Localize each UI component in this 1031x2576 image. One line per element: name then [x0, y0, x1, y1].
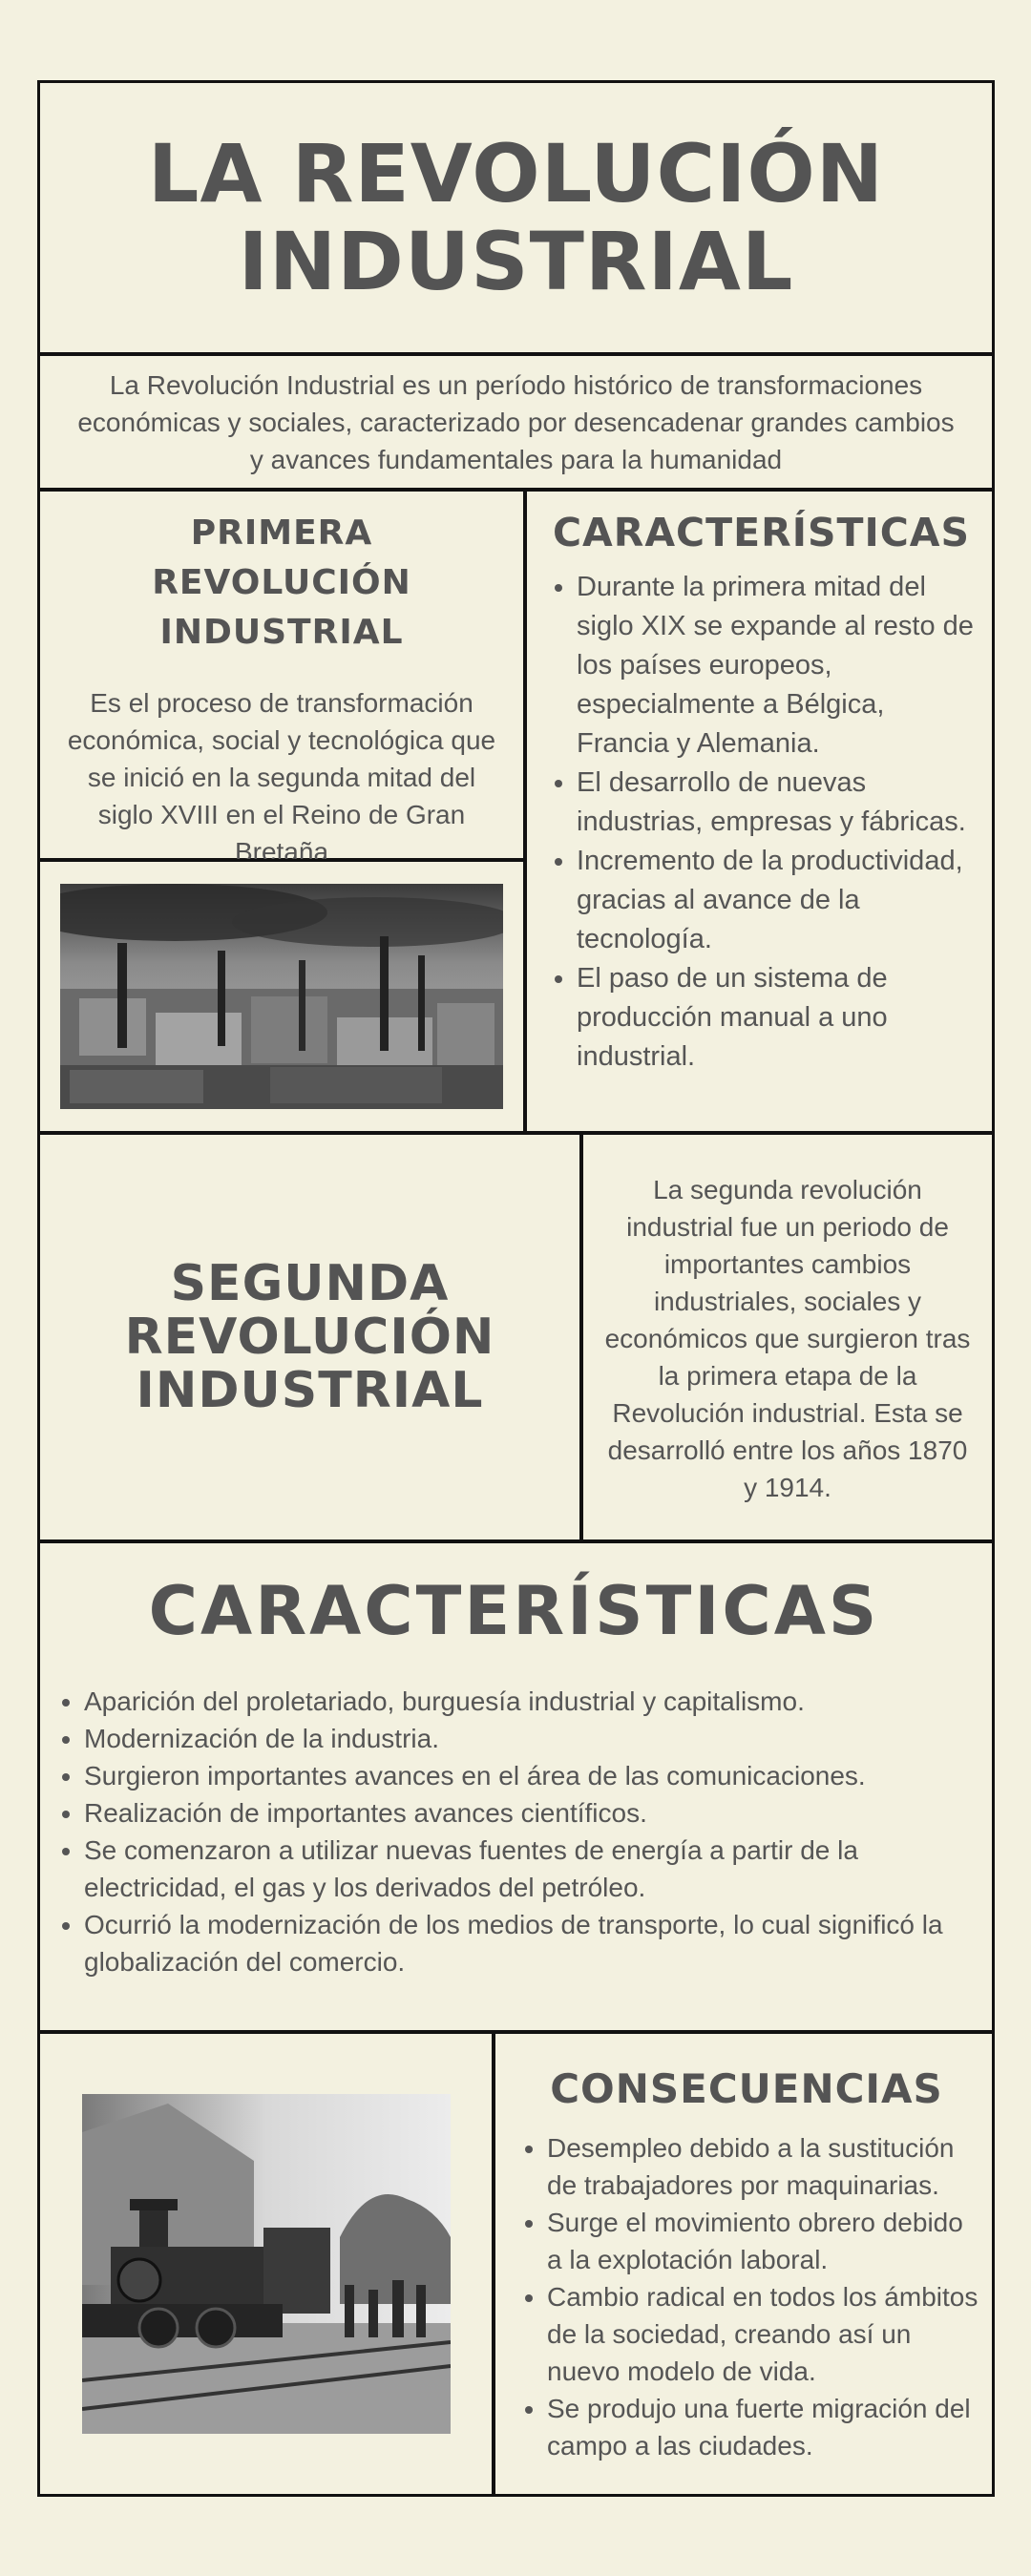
list-item: • Ocurrió la modernización de los medios de transporte, lo cual significó la globalización del comercio.	[84, 1906, 973, 1980]
intro-box	[37, 353, 995, 491]
train-image-box	[37, 2031, 494, 2497]
list-item: • Desempleo debido a la sustitución de trabajadores por maquinarias.	[547, 2129, 982, 2204]
list-item: • Surgieron importantes avances en el área de las comunicaciones.	[84, 1757, 973, 1794]
consecuencias-list	[511, 2129, 982, 2464]
list-item: • Realización de importantes avances científicos.	[84, 1794, 973, 1832]
list-item: • El paso de un sistema de producción manual a uno industrial.	[577, 959, 982, 1077]
title-box	[37, 80, 995, 355]
caracteristicas-1-list	[540, 568, 982, 1077]
caracteristicas-2-box	[37, 1540, 995, 2033]
list-item: • Modernización de la industria.	[84, 1720, 973, 1757]
list-item: • Incremento de la productividad, gracias al avance de la tecnología.	[577, 842, 982, 959]
consecuencias-box	[493, 2031, 995, 2497]
list-item: • Se produjo una fuerte migración del campo a las ciudades.	[547, 2390, 982, 2464]
page-title-line-1: LA REVOLUCIÓN	[147, 127, 885, 220]
list-item: • Durante la primera mitad del siglo XIX se expande al resto de los países europeos, especialmente a Bélgica, Francia y Alemania.	[577, 568, 982, 764]
primera-box	[37, 489, 526, 867]
segunda-text-box	[580, 1132, 995, 1542]
segunda-title-line-2: REVOLUCIÓN	[124, 1309, 495, 1366]
caracteristicas-2-title: CARACTERÍSTICAS	[148, 1572, 880, 1650]
list-item: • Se comenzaron a utilizar nuevas fuentes de energía a partir de la electricidad, el gas y los derivados del petróleo.	[84, 1832, 973, 1906]
list-item: • Aparición del proletariado, burguesía industrial y capitalismo.	[84, 1683, 973, 1720]
caracteristicas-1-title: CARACTERÍSTICAS	[552, 510, 971, 555]
factory-image	[60, 884, 503, 1109]
segunda-title-line-3: INDUSTRIAL	[136, 1362, 484, 1419]
list-item: • Cambio radical en todos los ámbitos de la sociedad, creando así un nuevo modelo de vida.	[547, 2278, 982, 2390]
list-item: • Surge el movimiento obrero debido a la explotación laboral.	[547, 2204, 982, 2278]
segunda-title-box	[37, 1132, 582, 1542]
primera-title: PRIMERA REVOLUCIÓN INDUSTRIAL	[152, 513, 411, 652]
consecuencias-title: CONSECUENCIAS	[550, 2065, 943, 2112]
segunda-title-line-1: SEGUNDA	[170, 1255, 450, 1312]
train-image	[82, 2094, 451, 2434]
page-title-line-2: INDUSTRIAL	[238, 215, 794, 308]
list-item: • El desarrollo de nuevas industrias, empresas y fábricas.	[577, 764, 982, 842]
intro-text: La Revolución Industrial es un período histórico de transformaciones económicas y sociales, caracterizado por desencadenar grandes cambios y avances fundamentales para la humanidad	[77, 369, 955, 474]
caracteristicas-1-box	[524, 489, 995, 1134]
caracteristicas-2-list	[55, 1683, 973, 1980]
segunda-text: La segunda revolución industrial fue un periodo de importantes cambios industriales, sociales y económicos que surgieron tras la primera etapa de la Revolución industrial. Esta se desarrolló entre los años 1870 y 1914.	[604, 1175, 971, 1502]
primera-text: Es el proceso de transformación económica, social y tecnológica que se inició en la segunda mitad del siglo XVIII en el Reino de Gran Bretaña	[67, 688, 496, 867]
factory-image-box	[37, 859, 526, 1134]
